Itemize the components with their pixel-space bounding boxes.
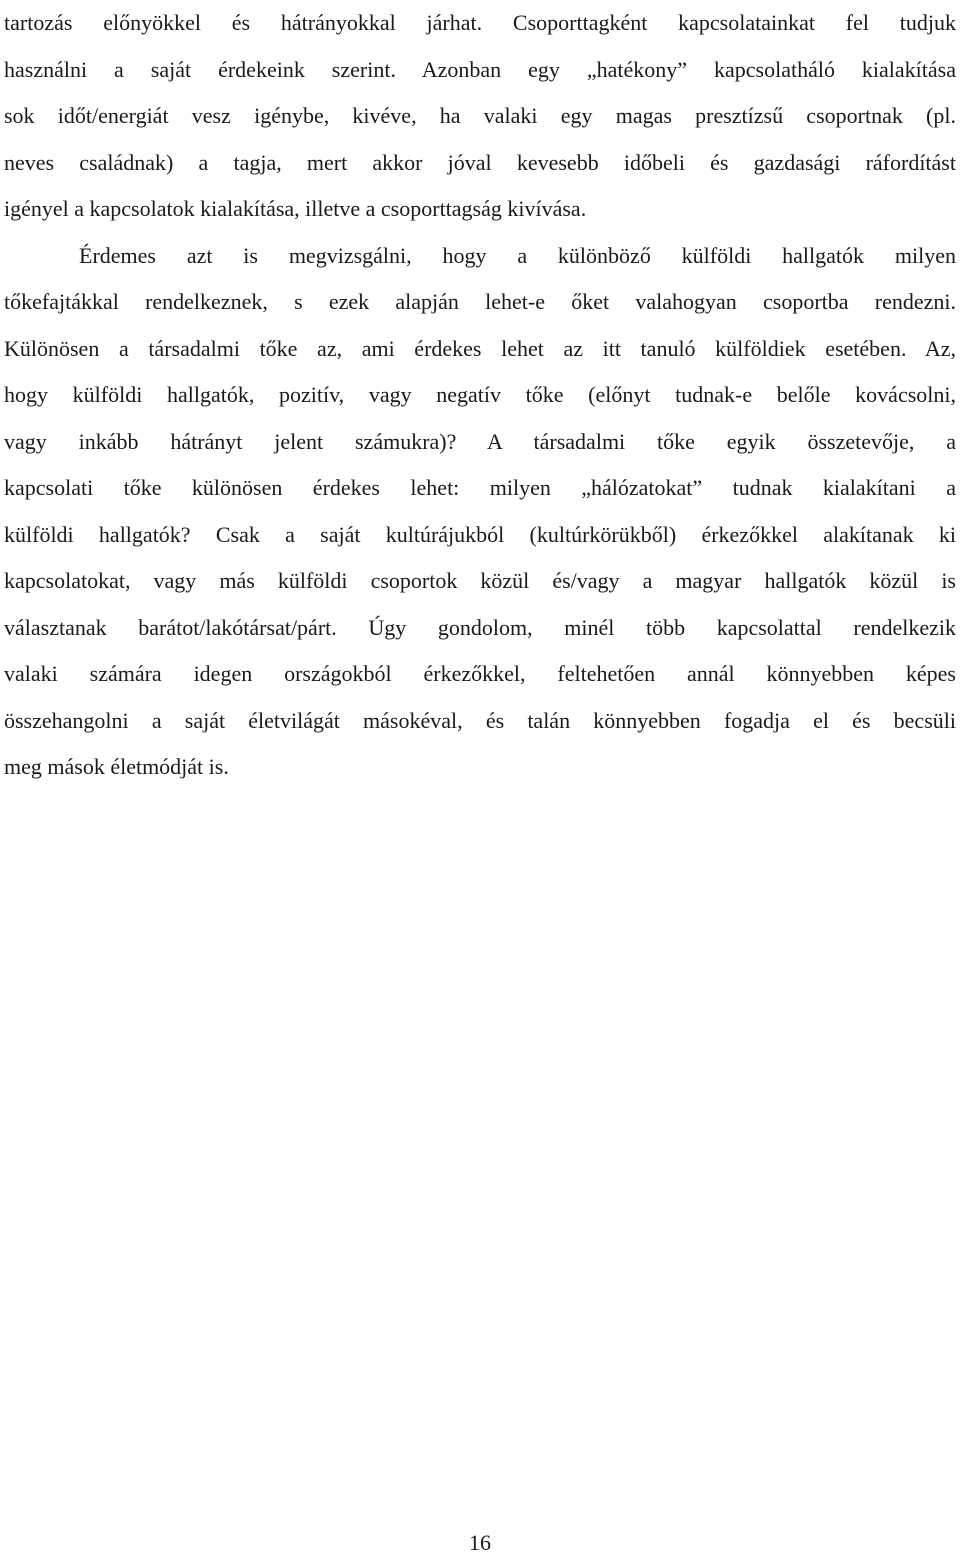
text-line: külföldi hallgatók? Csak a saját kultúrájukból (kultúrkörükből) érkezőkkel alakítanak ki [4, 521, 956, 547]
text-line: tartozás előnyökkel és hátrányokkal járhat. Csoporttagként kapcsolatainkat fel tudjuk [4, 10, 956, 35]
text-line: valaki számára idegen országokból érkezőkkel, feltehetően annál könnyebben képes [4, 661, 956, 686]
paragraph-2 [4, 233, 956, 791]
page-number: 16 [469, 1530, 491, 1555]
text-line: neves családnak) a tagja, mert akkor jóval kevesebb időbeli és gazdasági ráfordítást [4, 149, 956, 175]
text-line: kapcsolatokat, vagy más külföldi csoportok közül és/vagy a magyar hallgatók közül is [4, 568, 956, 593]
text-line: választanak barátot/lakótársat/párt. Úgy gondolom, minél több kapcsolattal rendelkezik [4, 614, 956, 640]
document-page [4, 0, 956, 791]
text-line: hogy külföldi hallgatók, pozitív, vagy negatív tőke (előnyt tudnak-e belőle kovácsolni, [4, 382, 956, 407]
text-line: Különösen a társadalmi tőke az, ami érdekes lehet az itt tanuló külföldiek esetében. Az, [4, 335, 956, 361]
text-line: meg mások életmódját is. [4, 754, 229, 779]
text-line: tőkefajtákkal rendelkeznek, s ezek alapján lehet-e őket valahogyan csoportba rendezni. [4, 289, 956, 314]
text-line: vagy inkább hátrányt jelent számukra)? A társadalmi tőke egyik összetevője, a [4, 428, 956, 454]
text-line: Érdemes azt is megvizsgálni, hogy a különböző külföldi hallgatók milyen [79, 242, 956, 268]
text-line: igényel a kapcsolatok kialakítása, illetve a csoporttagság kivívása. [4, 196, 587, 221]
text-line: összehangolni a saját életvilágát másokéval, és talán könnyebben fogadja el és becsüli [4, 707, 956, 733]
text-line: kapcsolati tőke különösen érdekes lehet: milyen „hálózatokat” tudnak kialakítani a [4, 475, 956, 500]
text-line: használni a saját érdekeink szerint. Azonban egy „hatékony” kapcsolatháló kialakítása [4, 56, 956, 82]
text-line: sok időt/energiát vesz igénybe, kivéve, ha valaki egy magas presztízsű csoportnak (pl. [4, 103, 956, 128]
paragraph-1 [4, 0, 956, 233]
